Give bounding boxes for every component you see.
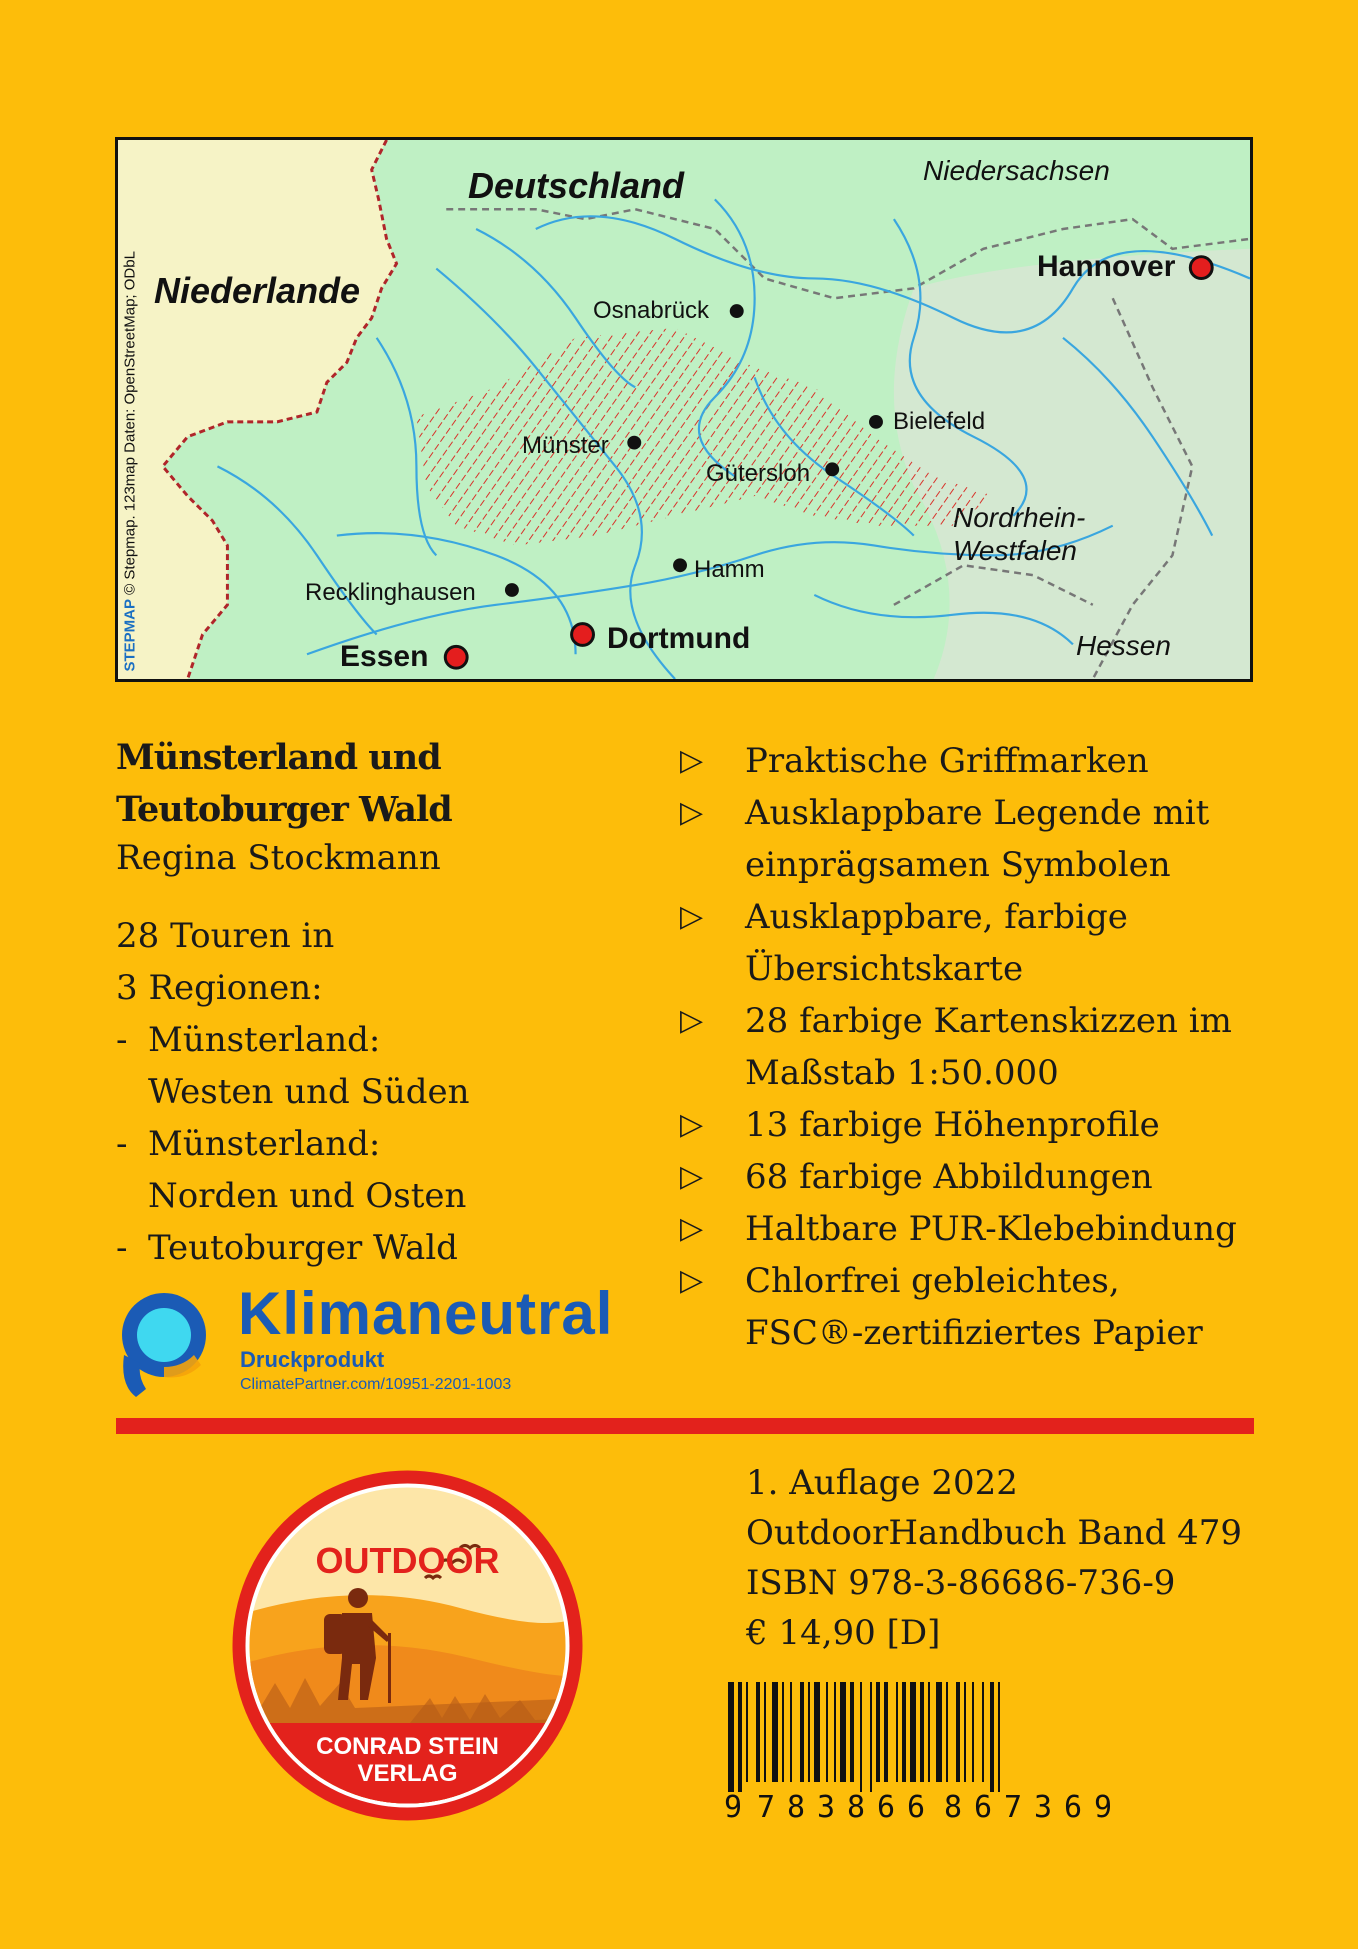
klimaneutral-badge <box>116 1280 676 1400</box>
region-item: - Teutoburger Wald <box>116 1222 470 1274</box>
barcode-bar <box>738 1682 742 1792</box>
barcode-bar <box>870 1682 872 1792</box>
barcode-bar <box>826 1682 828 1782</box>
title-line-1: Münsterland und <box>116 737 441 778</box>
barcode-digit: 3 <box>817 1790 836 1825</box>
label-niederlande: Niederlande <box>154 270 361 311</box>
climate-partner-icon <box>116 1285 226 1400</box>
stepmap-logo: STEPMAP <box>121 598 139 672</box>
label-dortmund: Dortmund <box>607 622 751 655</box>
barcode-bar <box>850 1682 854 1782</box>
barcode-bar <box>840 1682 846 1782</box>
feature-item: ▷ Haltbare PUR-Klebebindung <box>680 1203 1237 1255</box>
barcode-bar <box>782 1682 784 1782</box>
tours-intro-1: 28 Touren in <box>116 916 335 956</box>
barcode-bar <box>746 1682 748 1782</box>
barcode-bar <box>800 1682 804 1782</box>
barcode-digit: 7 <box>1004 1790 1023 1825</box>
tours-summary <box>116 910 470 1274</box>
outdoor-label: OUTDOOR <box>315 1540 500 1581</box>
region-3-line-1: Teutoburger Wald <box>148 1228 458 1268</box>
barcode-bar <box>814 1682 820 1782</box>
feature-item: ▷ 68 farbige Abbildungen <box>680 1151 1237 1203</box>
barcode-bar <box>910 1682 916 1782</box>
barcode-bar <box>860 1682 862 1792</box>
klimaneutral-subtitle: Druckprodukt <box>240 1347 385 1372</box>
triangle-icon: ▷ <box>680 743 704 778</box>
label-hannover: Hannover <box>1037 250 1176 283</box>
barcode-digit: 6 <box>974 1790 993 1825</box>
publisher-name-1: CONRAD STEIN <box>316 1733 499 1760</box>
triangle-icon: ▷ <box>680 795 704 830</box>
barcode-bar <box>902 1682 906 1782</box>
barcode-bar <box>876 1682 880 1782</box>
feature-item: ▷ 28 farbige Kartenskizzen im Maßstab 1:50.000 <box>680 995 1237 1099</box>
barcode-bar <box>920 1682 924 1782</box>
publication-info <box>746 1458 1242 1658</box>
region-item: - Münsterland: <box>116 1014 470 1066</box>
map-graphic <box>118 140 1250 679</box>
barcode-bar <box>936 1682 942 1782</box>
barcode <box>724 1682 1139 1792</box>
region-item-cont <box>116 1066 470 1118</box>
barcode-bar <box>790 1682 792 1782</box>
barcode-digit: 8 <box>847 1790 866 1825</box>
barcode-bar <box>982 1682 984 1782</box>
feature-item: ▷ Ausklappbare, farbige Übersichtskarte <box>680 891 1237 995</box>
region-1-line-2: Westen und Süden <box>148 1072 470 1112</box>
title-line-2: Teutoburger Wald <box>116 789 452 830</box>
barcode-bar <box>834 1682 836 1782</box>
barcode-bar <box>972 1682 974 1782</box>
region-2-line-1: Münsterland: <box>148 1124 381 1164</box>
region-item-cont <box>116 1170 470 1222</box>
publisher-name-2: VERLAG <box>357 1760 458 1787</box>
klimaneutral-title: Klimaneutral <box>238 1280 614 1347</box>
barcode-bar <box>998 1682 1000 1792</box>
barcode-bar <box>956 1682 960 1782</box>
region-1-line-1: Münsterland: <box>148 1020 381 1060</box>
book-title <box>116 732 452 836</box>
region-item: - Münsterland: <box>116 1118 470 1170</box>
feature-item: ▷ Praktische Griffmarken <box>680 735 1237 787</box>
map-credit <box>122 142 139 672</box>
triangle-icon: ▷ <box>680 899 704 934</box>
barcode-bar <box>990 1682 994 1792</box>
feature-item: ▷ 13 farbige Höhenprofile <box>680 1099 1237 1151</box>
climate-partner-link[interactable]: ClimatePartner.com/10951-2201-1003 <box>240 1376 512 1393</box>
barcode-bar <box>764 1682 766 1782</box>
label-guetersloh: Gütersloh <box>706 460 811 487</box>
edition: 1. Auflage 2022 <box>746 1463 1018 1503</box>
label-deutschland: Deutschland <box>468 165 685 206</box>
feature-item: ▷ Ausklappbare Legende mit einprägsamen Symbolen <box>680 787 1237 891</box>
divider-bar <box>116 1418 1254 1434</box>
barcode-bar <box>946 1682 948 1782</box>
triangle-icon: ▷ <box>680 1263 704 1298</box>
barcode-digit: 6 <box>907 1790 926 1825</box>
feature-item: ▷ Chlorfrei gebleichtes, FSC®-zertifiziertes Papier <box>680 1255 1237 1359</box>
barcode-digit: 6 <box>877 1790 896 1825</box>
price: € 14,90 [D] <box>746 1613 941 1653</box>
publisher-logo <box>230 1468 585 1823</box>
label-hessen: Hessen <box>1076 630 1171 661</box>
barcode-digit: 8 <box>944 1790 963 1825</box>
barcode-bar <box>928 1682 930 1782</box>
series: OutdoorHandbuch Band 479 <box>746 1513 1243 1553</box>
label-muenster: Münster <box>522 432 609 459</box>
region-map <box>115 137 1253 682</box>
triangle-icon: ▷ <box>680 1107 704 1142</box>
label-bielefeld: Bielefeld <box>893 408 986 435</box>
region-2-line-2: Norden und Osten <box>148 1176 467 1216</box>
barcode-digit: 6 <box>1064 1790 1083 1825</box>
label-osnabrueck: Osnabrück <box>593 297 710 324</box>
label-essen: Essen <box>340 640 429 673</box>
barcode-digit: 3 <box>1034 1790 1053 1825</box>
isbn: ISBN 978-3-86686-736-9 <box>746 1563 1176 1603</box>
triangle-icon: ▷ <box>680 1003 704 1038</box>
barcode-bar <box>808 1682 810 1782</box>
barcode-bar <box>896 1682 898 1782</box>
triangle-icon: ▷ <box>680 1159 704 1194</box>
barcode-bar <box>964 1682 966 1782</box>
barcode-digit: 9 <box>1094 1790 1113 1825</box>
barcode-digits <box>724 1790 1139 1824</box>
barcode-digit: 9 <box>724 1790 743 1825</box>
author: Regina Stockmann <box>116 838 441 878</box>
barcode-bar <box>884 1682 888 1782</box>
label-niedersachsen: Niedersachsen <box>923 155 1110 186</box>
barcode-digit: 7 <box>757 1790 776 1825</box>
barcode-digit: 8 <box>787 1790 806 1825</box>
triangle-icon: ▷ <box>680 1211 704 1246</box>
feature-list <box>680 735 1237 1359</box>
barcode-bar <box>728 1682 734 1792</box>
label-recklinghausen: Recklinghausen <box>305 579 476 606</box>
barcode-bar <box>756 1682 760 1782</box>
credit-text: © Stepmap. 123map Daten: OpenStreetMap; ODbL <box>121 251 139 595</box>
barcode-bar <box>772 1682 778 1782</box>
label-hamm: Hamm <box>694 556 765 583</box>
label-nrw: Nordrhein- Westfalen <box>953 502 1086 566</box>
tours-intro-2: 3 Regionen: <box>116 968 323 1008</box>
